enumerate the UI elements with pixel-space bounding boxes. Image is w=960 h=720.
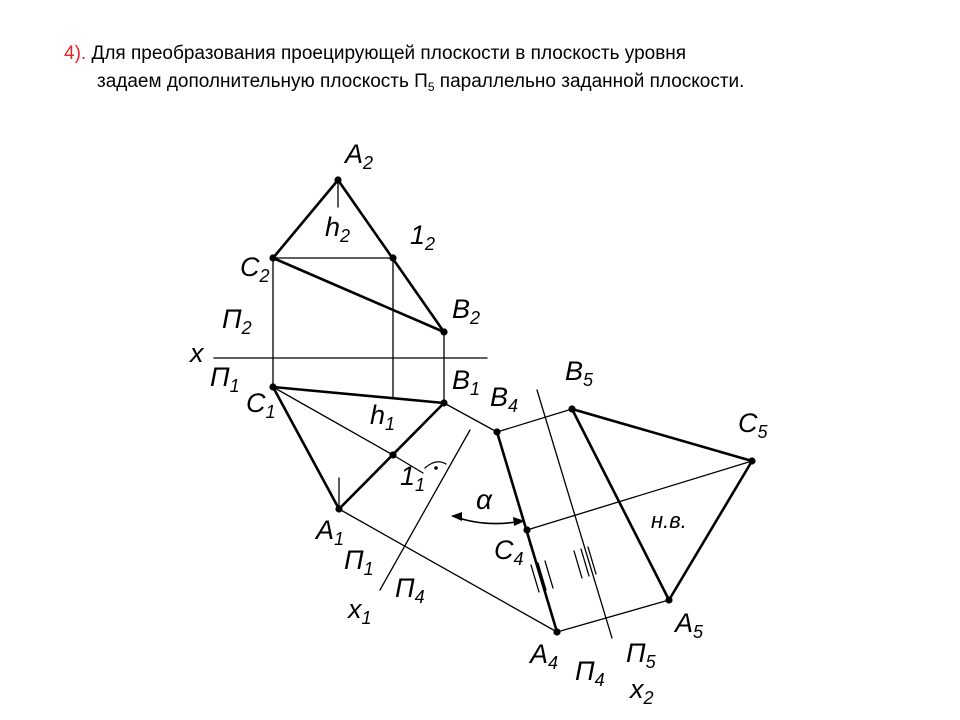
heading-line-1: Для преобразования проецирующей плоскости в плоскость уровня <box>91 43 687 64</box>
label-x: x <box>190 338 204 368</box>
alpha-arrow-left <box>451 512 462 521</box>
step-number: 4). <box>64 43 87 64</box>
point-a1 <box>335 505 342 512</box>
label-c4: $C_4$ <box>494 535 524 569</box>
point-c1 <box>269 383 276 390</box>
label-c1: $C_1$ <box>246 388 276 422</box>
label-pi5: $П_5$ <box>626 638 656 672</box>
label-c2: $C_2$ <box>240 252 270 286</box>
label-pi1-top: $П_1$ <box>210 362 240 396</box>
label-pi1-bottom: $П_1$ <box>344 545 374 579</box>
label-b4: $B_4$ <box>490 382 519 416</box>
point-b5 <box>568 405 575 412</box>
label-pi2: $П_2$ <box>222 304 252 338</box>
label-a4: $A_4$ <box>530 639 559 673</box>
label-a1: $A_1$ <box>316 515 345 549</box>
point-a5 <box>665 596 672 603</box>
edge-c1-b1 <box>273 387 444 403</box>
point-c2 <box>269 254 276 261</box>
heading-line-2-text: задаем дополнительную плоскость П <box>97 71 428 92</box>
point-a2 <box>334 176 341 183</box>
heading-plane-index: 5 <box>427 80 435 94</box>
point-1-1 <box>389 451 396 458</box>
heading-line-2-end: параллельно заданной плоскости. <box>434 71 745 92</box>
point-b2 <box>440 328 447 335</box>
point-c4 <box>523 526 530 533</box>
point-1-2 <box>389 254 396 261</box>
point-b4 <box>493 428 500 435</box>
label-a2: $A_2$ <box>345 139 374 173</box>
label-b1: $B_1$ <box>452 365 481 399</box>
label-c5: $C_5$ <box>738 408 768 442</box>
point-b1 <box>440 399 447 406</box>
label-true-size: н.в. <box>651 508 687 533</box>
point-c5 <box>748 457 755 464</box>
label-a5: $A_5$ <box>675 608 704 642</box>
label-x1: $x_1$ <box>348 594 372 628</box>
alpha-arc <box>453 516 522 524</box>
label-1-1: $1_1$ <box>400 461 426 495</box>
parallel-mark-left <box>531 561 553 592</box>
label-b2: $B_2$ <box>452 294 481 328</box>
label-1-2: $1_2$ <box>410 220 436 254</box>
transfer-a4-a5 <box>557 600 669 632</box>
label-b5: $B_5$ <box>565 356 594 390</box>
label-alpha: α <box>476 484 492 515</box>
edge-b5-c5 <box>572 409 752 461</box>
right-angle-dot <box>434 466 438 470</box>
point-a4 <box>553 628 560 635</box>
label-x2: $x_2$ <box>630 674 654 708</box>
label-h2: $h_2$ <box>325 212 351 246</box>
label-h1: $h_1$ <box>370 400 396 434</box>
label-pi4-left: $П_4$ <box>395 573 425 607</box>
edge-b5-a5 <box>572 409 669 600</box>
label-pi4-right: $П_4$ <box>575 656 605 690</box>
